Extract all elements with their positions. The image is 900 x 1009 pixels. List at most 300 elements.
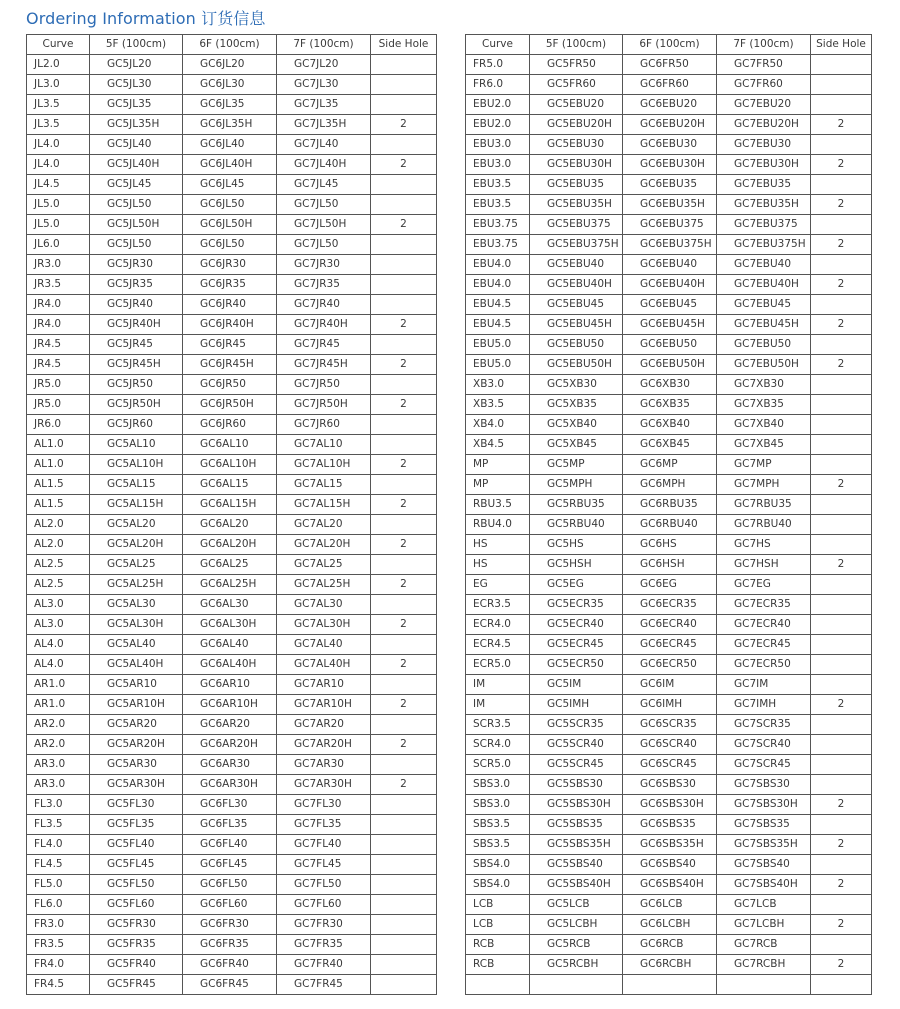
header-side-hole: Side Hole [811,35,872,55]
cell-7f: GC7EBU45H [717,315,811,335]
cell-7f: GC7SCR35 [717,715,811,735]
table-row [27,675,437,695]
cell-curve: ECR5.0 [466,655,530,675]
header-6f: 6F (100cm) [183,35,277,55]
cell-side-hole [371,55,437,75]
ordering-table-right [465,34,872,995]
cell-side-hole [811,715,872,735]
cell-7f: GC7AR30 [277,755,371,775]
cell-5f: GC5LCB [530,895,623,915]
cell-7f: GC7SBS30 [717,775,811,795]
cell-6f: GC6AL10H [183,455,277,475]
table-row [466,575,872,595]
table-row [466,695,872,715]
cell-6f: GC6AR30H [183,775,277,795]
cell-6f: GC6SBS35 [623,815,717,835]
cell-side-hole [371,815,437,835]
cell-7f: GC7EBU40 [717,255,811,275]
cell-6f: GC6AL25 [183,555,277,575]
cell-6f: GC6EBU45H [623,315,717,335]
cell-6f: GC6IMH [623,695,717,715]
cell-curve: EG [466,575,530,595]
cell-curve: IM [466,695,530,715]
cell-side-hole [371,475,437,495]
cell-6f: GC6JL40H [183,155,277,175]
cell-curve: JR5.0 [27,395,90,415]
cell-5f: GC5JR40 [90,295,183,315]
cell-7f: GC7SCR40 [717,735,811,755]
table-row [27,415,437,435]
cell-curve: JL2.0 [27,55,90,75]
table-header-row [27,35,437,55]
cell-7f: GC7JR50H [277,395,371,415]
cell-side-hole: 2 [811,875,872,895]
cell-side-hole [811,755,872,775]
cell-5f [530,975,623,995]
cell-7f: GC7IM [717,675,811,695]
cell-7f: GC7FL30 [277,795,371,815]
cell-7f: GC7ECR45 [717,635,811,655]
cell-6f: GC6RBU40 [623,515,717,535]
table-row [466,795,872,815]
table-row [466,115,872,135]
cell-6f: GC6AL20 [183,515,277,535]
table-row [466,815,872,835]
cell-curve: AR1.0 [27,675,90,695]
cell-5f: GC5SBS40 [530,855,623,875]
cell-curve: AL3.0 [27,595,90,615]
cell-5f: GC5FR30 [90,915,183,935]
cell-7f: GC7JL35 [277,95,371,115]
cell-side-hole: 2 [371,115,437,135]
cell-side-hole: 2 [371,155,437,175]
table-row [466,755,872,775]
cell-6f: GC6FR50 [623,55,717,75]
table-row [27,555,437,575]
cell-side-hole [811,175,872,195]
cell-side-hole [811,575,872,595]
cell-side-hole [371,435,437,455]
cell-6f: GC6FL35 [183,815,277,835]
cell-7f: GC7XB45 [717,435,811,455]
table-row [27,535,437,555]
table-row [466,235,872,255]
cell-side-hole: 2 [811,355,872,375]
cell-7f: GC7IMH [717,695,811,715]
cell-curve: XB4.5 [466,435,530,455]
cell-5f: GC5ECR50 [530,655,623,675]
cell-6f: GC6EBU35H [623,195,717,215]
cell-curve: EBU4.5 [466,315,530,335]
table-row [27,55,437,75]
cell-side-hole [371,255,437,275]
table-row [466,535,872,555]
cell-5f: GC5AL30 [90,595,183,615]
cell-6f: GC6JR40H [183,315,277,335]
table-row [27,95,437,115]
cell-7f: GC7JR60 [277,415,371,435]
cell-6f: GC6JR50H [183,395,277,415]
cell-7f: GC7FR30 [277,915,371,935]
cell-7f: GC7AL25H [277,575,371,595]
cell-5f: GC5JL50H [90,215,183,235]
cell-7f: GC7EBU50H [717,355,811,375]
cell-5f: GC5EBU45 [530,295,623,315]
cell-6f: GC6EBU40H [623,275,717,295]
cell-5f: GC5IMH [530,695,623,715]
cell-6f: GC6AL40H [183,655,277,675]
cell-7f: GC7AL40 [277,635,371,655]
cell-7f: GC7AR20 [277,715,371,735]
cell-7f: GC7EBU35 [717,175,811,195]
cell-7f: GC7RCB [717,935,811,955]
cell-5f: GC5EBU30H [530,155,623,175]
cell-6f: GC6JL40 [183,135,277,155]
cell-side-hole [371,95,437,115]
table-row [466,975,872,995]
table-row [27,515,437,535]
cell-7f: GC7JR45H [277,355,371,375]
cell-curve: AR1.0 [27,695,90,715]
table-row [466,135,872,155]
cell-side-hole: 2 [371,495,437,515]
cell-side-hole [811,495,872,515]
table-row [27,395,437,415]
table-row [466,315,872,335]
cell-6f: GC6EBU40 [623,255,717,275]
cell-6f: GC6ECR35 [623,595,717,615]
cell-6f: GC6SBS35H [623,835,717,855]
cell-7f: GC7JL20 [277,55,371,75]
cell-7f: GC7EBU50 [717,335,811,355]
cell-curve: EBU3.5 [466,175,530,195]
cell-side-hole [371,915,437,935]
cell-curve: EBU4.0 [466,255,530,275]
cell-side-hole [371,375,437,395]
cell-curve: FL4.0 [27,835,90,855]
cell-curve: SBS3.5 [466,815,530,835]
cell-side-hole [811,815,872,835]
cell-7f: GC7AL25 [277,555,371,575]
cell-curve: JR4.5 [27,355,90,375]
cell-7f: GC7RBU40 [717,515,811,535]
cell-6f: GC6EBU50H [623,355,717,375]
cell-curve: JR6.0 [27,415,90,435]
cell-7f: GC7HS [717,535,811,555]
cell-curve: EBU3.0 [466,135,530,155]
table-row [466,55,872,75]
cell-side-hole [371,75,437,95]
cell-side-hole [811,255,872,275]
cell-curve: ECR4.0 [466,615,530,635]
cell-7f: GC7SBS40H [717,875,811,895]
cell-6f: GC6ECR40 [623,615,717,635]
cell-5f: GC5ECR45 [530,635,623,655]
table-header-row [466,35,872,55]
table-row [466,515,872,535]
cell-6f: GC6FL60 [183,895,277,915]
table-row [27,275,437,295]
cell-6f: GC6FR35 [183,935,277,955]
table-row [466,955,872,975]
cell-curve: SBS3.5 [466,835,530,855]
table-row [27,635,437,655]
cell-6f: GC6EG [623,575,717,595]
cell-side-hole [811,375,872,395]
cell-7f: GC7JL30 [277,75,371,95]
cell-6f: GC6RCBH [623,955,717,975]
cell-7f: GC7AR30H [277,775,371,795]
table-row [466,275,872,295]
table-row [466,95,872,115]
cell-5f: GC5SCR40 [530,735,623,755]
cell-curve [466,975,530,995]
cell-5f: GC5ECR40 [530,615,623,635]
table-row [27,775,437,795]
cell-6f: GC6SBS40H [623,875,717,895]
cell-side-hole: 2 [371,575,437,595]
cell-6f: GC6LCBH [623,915,717,935]
header-5f: 5F (100cm) [530,35,623,55]
cell-curve: AL1.0 [27,455,90,475]
cell-side-hole [811,735,872,755]
cell-side-hole [811,435,872,455]
table-row [27,175,437,195]
cell-6f: GC6MP [623,455,717,475]
cell-5f: GC5AL40H [90,655,183,675]
cell-7f: GC7FL50 [277,875,371,895]
table-row [27,235,437,255]
cell-5f: GC5EBU50H [530,355,623,375]
cell-6f: GC6JR30 [183,255,277,275]
cell-7f: GC7RBU35 [717,495,811,515]
cell-6f: GC6AL30H [183,615,277,635]
cell-7f: GC7AL30 [277,595,371,615]
table-row [466,735,872,755]
cell-side-hole: 2 [811,115,872,135]
cell-side-hole [371,175,437,195]
table-row [466,75,872,95]
cell-side-hole: 2 [371,535,437,555]
cell-side-hole: 2 [811,235,872,255]
table-row [466,475,872,495]
table-row [27,915,437,935]
cell-6f: GC6JR35 [183,275,277,295]
table-row [466,855,872,875]
cell-5f: GC5FR45 [90,975,183,995]
cell-7f: GC7EBU30H [717,155,811,175]
cell-5f: GC5JL50 [90,235,183,255]
cell-curve: SCR5.0 [466,755,530,775]
cell-5f: GC5JL20 [90,55,183,75]
table-row [466,215,872,235]
header-7f: 7F (100cm) [717,35,811,55]
table-row [27,875,437,895]
cell-curve: EBU3.5 [466,195,530,215]
cell-side-hole: 2 [811,555,872,575]
cell-curve: FR3.0 [27,915,90,935]
cell-side-hole: 2 [371,735,437,755]
cell-curve: FR3.5 [27,935,90,955]
cell-7f: GC7EBU35H [717,195,811,215]
cell-side-hole: 2 [371,215,437,235]
cell-curve: EBU4.5 [466,295,530,315]
cell-6f: GC6FL45 [183,855,277,875]
cell-side-hole [371,555,437,575]
cell-6f: GC6JR40 [183,295,277,315]
table-row [466,835,872,855]
cell-6f: GC6JR60 [183,415,277,435]
cell-side-hole: 2 [811,915,872,935]
cell-7f: GC7FR50 [717,55,811,75]
cell-5f: GC5ECR35 [530,595,623,615]
cell-6f: GC6XB35 [623,395,717,415]
cell-side-hole [811,775,872,795]
cell-6f: GC6SCR45 [623,755,717,775]
cell-5f: GC5JR30 [90,255,183,275]
cell-7f: GC7FL45 [277,855,371,875]
cell-7f: GC7AR10 [277,675,371,695]
cell-curve: FL5.0 [27,875,90,895]
cell-curve: MP [466,455,530,475]
cell-side-hole: 2 [371,655,437,675]
table-row [466,195,872,215]
table-row [466,875,872,895]
cell-7f: GC7FR60 [717,75,811,95]
cell-6f: GC6AL20H [183,535,277,555]
cell-side-hole [811,455,872,475]
table-row [27,735,437,755]
cell-curve: IM [466,675,530,695]
cell-7f: GC7HSH [717,555,811,575]
cell-6f: GC6FR30 [183,915,277,935]
cell-side-hole: 2 [371,315,437,335]
table-row [27,195,437,215]
cell-7f: GC7JR40H [277,315,371,335]
table-row [466,715,872,735]
cell-6f: GC6JL30 [183,75,277,95]
cell-curve: FR6.0 [466,75,530,95]
cell-7f: GC7JR30 [277,255,371,275]
cell-6f: GC6JL35 [183,95,277,115]
cell-6f: GC6HSH [623,555,717,575]
cell-5f: GC5SBS30 [530,775,623,795]
cell-6f: GC6MPH [623,475,717,495]
table-row [27,755,437,775]
cell-curve: JL5.0 [27,195,90,215]
cell-5f: GC5SCR35 [530,715,623,735]
table-row [466,455,872,475]
cell-side-hole [811,415,872,435]
cell-7f: GC7XB40 [717,415,811,435]
cell-5f: GC5AL40 [90,635,183,655]
cell-side-hole [371,675,437,695]
cell-6f: GC6JL50 [183,195,277,215]
cell-6f: GC6XB45 [623,435,717,455]
table-row [27,595,437,615]
cell-5f: GC5IM [530,675,623,695]
cell-5f: GC5LCBH [530,915,623,935]
table-row [27,115,437,135]
cell-7f: GC7SBS35 [717,815,811,835]
cell-curve: JL4.5 [27,175,90,195]
cell-curve: ECR3.5 [466,595,530,615]
cell-6f: GC6SBS30H [623,795,717,815]
cell-side-hole: 2 [811,315,872,335]
table-row [466,555,872,575]
cell-curve: MP [466,475,530,495]
cell-7f: GC7JL40H [277,155,371,175]
cell-5f: GC5EBU40 [530,255,623,275]
table-row [27,215,437,235]
table-row [27,935,437,955]
cell-side-hole: 2 [811,955,872,975]
cell-side-hole [811,975,872,995]
table-row [27,715,437,735]
cell-6f: GC6EBU35 [623,175,717,195]
cell-curve: FR4.5 [27,975,90,995]
cell-curve: SBS4.0 [466,875,530,895]
cell-7f: GC7FR45 [277,975,371,995]
cell-curve: FL4.5 [27,855,90,875]
cell-7f: GC7SCR45 [717,755,811,775]
cell-6f: GC6EBU20H [623,115,717,135]
cell-side-hole [371,295,437,315]
cell-side-hole [371,975,437,995]
cell-5f: GC5AL10H [90,455,183,475]
cell-5f: GC5EBU35H [530,195,623,215]
cell-side-hole [371,795,437,815]
table-row [27,835,437,855]
cell-5f: GC5XB35 [530,395,623,415]
cell-5f: GC5AL20H [90,535,183,555]
cell-7f: GC7MPH [717,475,811,495]
cell-7f: GC7AL10 [277,435,371,455]
cell-side-hole [371,515,437,535]
cell-curve: JL6.0 [27,235,90,255]
cell-7f: GC7JL45 [277,175,371,195]
cell-curve: AR3.0 [27,755,90,775]
cell-curve: JR4.0 [27,315,90,335]
cell-curve: ECR4.5 [466,635,530,655]
table-row [466,775,872,795]
cell-6f: GC6FL50 [183,875,277,895]
cell-5f: GC5EBU20H [530,115,623,135]
cell-side-hole [811,515,872,535]
cell-5f: GC5JR35 [90,275,183,295]
table-row [466,655,872,675]
cell-side-hole [811,935,872,955]
table-row [27,155,437,175]
table-row [27,795,437,815]
cell-5f: GC5FL30 [90,795,183,815]
cell-curve: JL3.0 [27,75,90,95]
cell-5f: GC5MPH [530,475,623,495]
cell-curve: HS [466,535,530,555]
cell-5f: GC5JL35H [90,115,183,135]
cell-side-hole [811,135,872,155]
cell-5f: GC5FL40 [90,835,183,855]
cell-5f: GC5XB45 [530,435,623,455]
cell-curve: SBS4.0 [466,855,530,875]
cell-curve: AL2.5 [27,555,90,575]
cell-5f: GC5SBS35H [530,835,623,855]
cell-5f: GC5JL50 [90,195,183,215]
cell-curve: FL3.0 [27,795,90,815]
cell-curve: FL3.5 [27,815,90,835]
cell-7f: GC7XB35 [717,395,811,415]
cell-5f: GC5EBU45H [530,315,623,335]
